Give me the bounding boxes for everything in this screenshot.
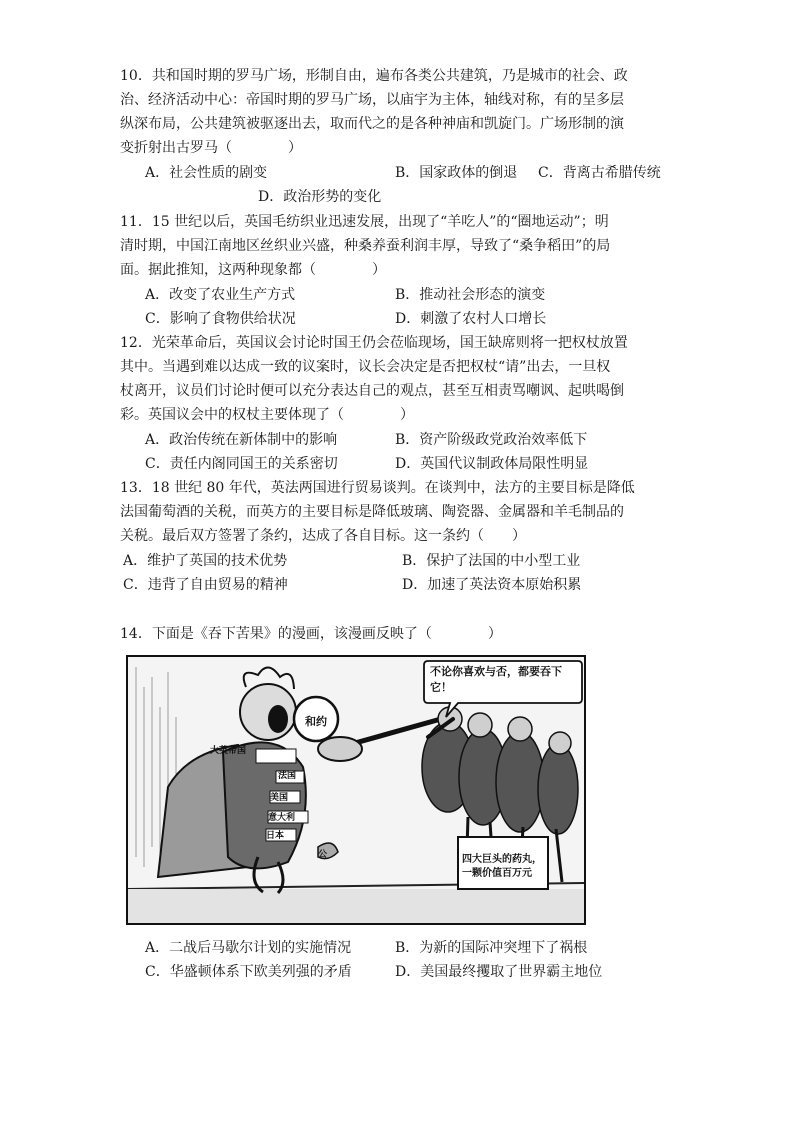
question-11-line-1: 11．15 世纪以后，英国毛纺织业迅速发展，出现了“羊吃人”的“圈地运动”；明 <box>120 214 609 230</box>
cartoon-pill-box-label: 四大巨头的药丸，一颗价值百万元 <box>462 854 542 879</box>
question-10-line-3: 纵深布局，公共建筑被驱逐出去，取而代之的是各种神庙和凯旋门。广场形制的演 <box>120 116 624 132</box>
cartoon-label-usa: 美国 <box>270 793 289 803</box>
question-13-line-3: 关税。最后双方签署了条约，达成了各自目标。这一条约（ ） <box>120 528 526 544</box>
question-13-option-d[interactable]: D．加速了英法资本原始积累 <box>402 577 582 593</box>
cartoon-label-italy: 意大利 <box>268 813 296 823</box>
question-11-option-c[interactable]: C．影响了食物供给状况 <box>145 311 296 327</box>
question-11-line-3: 面。据此推知，这两种现象都（ ） <box>120 262 386 278</box>
question-12-option-a[interactable]: A．政治传统在新体制中的影响 <box>145 432 338 448</box>
cartoon-label-britain: 大英帝国 <box>210 746 247 756</box>
question-14-option-a[interactable]: A．二战后马歇尔计划的实施情况 <box>145 940 352 956</box>
question-11-option-d[interactable]: D．刺激了农村人口增长 <box>395 311 547 327</box>
question-10-line-2: 治、经济活动中心：帝国时期的罗马广场，以庙宇为主体，轴线对称，有的呈多层 <box>120 92 624 108</box>
question-10-option-c[interactable]: C．背离古希腊传统 <box>538 165 661 181</box>
question-12-line-3: 杖离开，议员们讨论时便可以充分表达自己的观点，甚至互相责骂嘲讽、起哄喝倒 <box>120 383 624 399</box>
question-12-option-b[interactable]: B．资产阶级政党政治效率低下 <box>395 432 588 448</box>
question-13-line-1: 13．18 世纪 80 年代，英法两国进行贸易谈判。在谈判中，法方的主要目标是降低 <box>120 480 635 496</box>
question-13-line-2: 法国葡萄酒的关税，而英方的主要目标是降低玻璃、陶瓷器、金属器和羊毛制品的 <box>120 504 624 520</box>
question-12-line-2: 其中。当遇到难以达成一致的议案时，议长会决定是否把权杖“请”出去，一旦权 <box>120 359 611 375</box>
question-12-option-d[interactable]: D．英国代议制政体局限性明显 <box>395 456 589 472</box>
question-12-option-c[interactable]: C．责任内阁同国王的关系密切 <box>145 456 338 472</box>
question-11-option-b[interactable]: B．推动社会形态的演变 <box>395 287 546 303</box>
question-14-option-d[interactable]: D．美国最终攫取了世界霸主地位 <box>395 964 603 980</box>
question-10-line-1: 10．共和国时期的罗马广场，形制自由，遍布各类公共建筑，乃是城市的社会、政 <box>120 68 628 84</box>
question-10-option-b[interactable]: B．国家政体的倒退 <box>395 165 518 181</box>
question-11-line-2: 清时期，中国江南地区丝织业兴盛，种桑养蚕利润丰厚，导致了“桑争稻田”的局 <box>120 238 611 254</box>
cartoon-label-japan: 日本 <box>266 831 285 841</box>
cartoon-speech-bubble: 不论你喜欢与否，都要吞下它！ <box>430 665 562 694</box>
question-13-option-b[interactable]: B．保护了法国的中小型工业 <box>402 553 581 569</box>
question-14-stem: 14．下面是《吞下苦果》的漫画，该漫画反映了（ ） <box>120 626 502 642</box>
question-14-option-c[interactable]: C．华盛顿体系下欧美列强的矛盾 <box>145 964 352 980</box>
cartoon-label-partial: 公 <box>318 850 328 860</box>
question-10-option-a[interactable]: A．社会性质的剧变 <box>145 165 268 181</box>
question-13-option-a[interactable]: A．维护了英国的技术优势 <box>123 553 288 569</box>
question-13-option-c[interactable]: C．违背了自由贸易的精神 <box>123 577 288 593</box>
question-12-line-1: 12．光荣革命后，英国议会讨论时国王仍会莅临现场，国王缺席则将一把权杖放置 <box>120 335 628 351</box>
question-12-line-4: 彩。英国议会中的权杖主要体现了（ ） <box>120 407 414 423</box>
question-10-line-4: 变折射出古罗马（ ） <box>120 140 302 156</box>
question-14-option-b[interactable]: B．为新的国际冲突埋下了祸根 <box>395 940 588 956</box>
cartoon-label-france: 法国 <box>278 771 297 781</box>
cartoon-pill-label: 和约 <box>305 715 327 728</box>
question-11-option-a[interactable]: A．改变了农业生产方式 <box>145 287 296 303</box>
question-10-option-d[interactable]: D．政治形势的变化 <box>258 189 382 205</box>
